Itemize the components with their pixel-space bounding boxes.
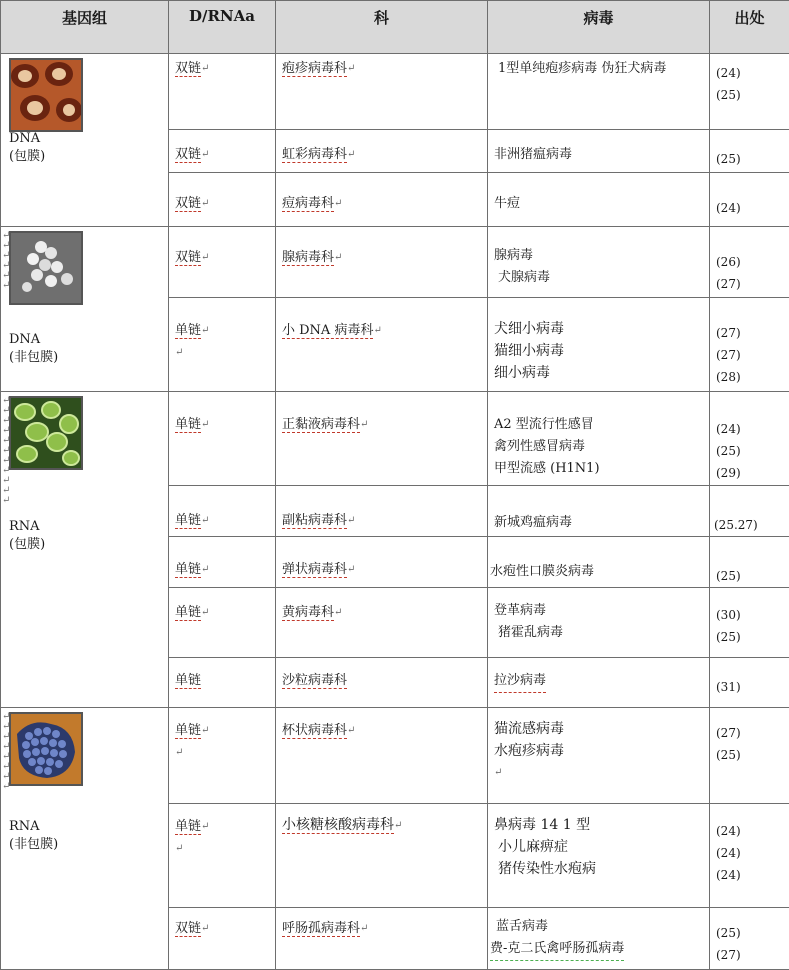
family-name: 正黏液病毒科 bbox=[282, 417, 360, 433]
table-row: 单链↵ ↵ 小核糖核酸病毒科↵ 鼻病毒 14 1 型 小儿麻痹症 猪传染性水疱病 (24) (24) (24) bbox=[1, 804, 789, 908]
virus-name: 禽列性感冒病毒 bbox=[494, 436, 709, 458]
table-row: 单链↵ 副粘病毒科↵ 新城鸡瘟病毒 (25.27) bbox=[1, 486, 789, 537]
table-row: DNA (包膜) 双链↵ 疱疹病毒科↵ 1型单纯疱疹病毒 伪狂犬病毒 (24) (25) bbox=[1, 54, 789, 130]
family-name: 疱疹病毒科 bbox=[282, 61, 347, 77]
header-source: 出处 bbox=[710, 1, 789, 54]
virus-name: 甲型流感 (H1N1) bbox=[494, 458, 709, 480]
table-row: 双链↵ 痘病毒科↵ 牛痘 (24) bbox=[1, 173, 789, 227]
reference: (25) bbox=[716, 440, 789, 462]
header-virus: 病毒 bbox=[488, 1, 710, 54]
reference: (28) bbox=[716, 366, 789, 388]
reference: (25) bbox=[716, 565, 789, 587]
strand-label: 双链 bbox=[175, 921, 201, 937]
virus-name: 拉沙病毒 bbox=[494, 670, 546, 693]
family-name: 呼肠孤病毒科 bbox=[282, 921, 360, 937]
table-row: 单链↵ 弹状病毒科↵ 水疱性口膜炎病毒 (25) bbox=[1, 537, 789, 588]
strand-label: 单链 bbox=[175, 323, 201, 339]
strand-label: 双链 bbox=[175, 196, 201, 212]
strand-label: 双链 bbox=[175, 61, 201, 77]
genome-cell-rna-nonenveloped: ↵ ↵ ↵ ↵ ↵ ↵ ↵ ↵ RNA (非包膜) bbox=[1, 708, 169, 970]
strand-label: 单链 bbox=[175, 562, 201, 578]
header-genome: 基因组 bbox=[1, 1, 169, 54]
family-name: 副粘病毒科 bbox=[282, 513, 347, 529]
genome-type: DNA bbox=[9, 130, 45, 148]
reference: (27) bbox=[716, 344, 789, 366]
reference: (25) bbox=[716, 84, 789, 106]
header-row bbox=[1, 1, 789, 54]
table-row: 单链↵ ↵ 小 DNA 病毒科↵ 犬细小病毒 猫细小病毒 细小病毒 (27) (27) (28) bbox=[1, 298, 789, 392]
strand-label: 单链 bbox=[175, 605, 201, 621]
reference: (26) bbox=[716, 251, 789, 273]
virus-name: 登革病毒 bbox=[494, 600, 709, 622]
table-row: ↵ ↵ ↵ ↵ ↵ ↵ DNA (非包膜) 双链↵ 腺病毒科↵ 腺病毒 犬腺病毒 (26) (27) bbox=[1, 227, 789, 298]
virus-name: 费-克二氏禽呼肠孤病毒 bbox=[490, 938, 624, 961]
influenza-virus-image bbox=[9, 396, 83, 470]
family-name: 虹彩病毒科 bbox=[282, 147, 347, 163]
genome-cell-rna-enveloped: ↵ ↵ ↵ ↵ ↵ ↵ ↵ ↵ ↵ ↵ ↵ RNA (包膜) bbox=[1, 392, 169, 708]
genome-cell-dna-enveloped bbox=[1, 54, 169, 227]
virus-name: 猪霍乱病毒 bbox=[494, 622, 709, 644]
reference: (27) bbox=[716, 322, 789, 344]
genome-envelope: (非包膜) bbox=[9, 836, 58, 854]
genome-type: RNA bbox=[9, 818, 58, 836]
table-row: 双链↵ 呼肠孤病毒科↵ 蓝舌病毒 费-克二氏禽呼肠孤病毒 (25) (27) bbox=[1, 908, 789, 970]
herpesvirus-image bbox=[9, 58, 83, 132]
reference: (25.27) bbox=[714, 514, 789, 536]
reference: (27) bbox=[716, 273, 789, 295]
virus-name: 新城鸡瘟病毒 bbox=[494, 512, 709, 534]
virus-name: 犬细小病毒 bbox=[494, 318, 709, 340]
reference: (27) bbox=[716, 944, 789, 966]
virus-name: 非洲猪瘟病毒 bbox=[494, 144, 709, 166]
strand-label: 双链 bbox=[175, 250, 201, 266]
virus-name: 牛痘 bbox=[494, 193, 709, 215]
reference: (29) bbox=[716, 462, 789, 484]
genome-type: RNA bbox=[9, 518, 45, 536]
family-name: 杯状病毒科 bbox=[282, 723, 347, 739]
family-name: 小核糖核酸病毒科 bbox=[282, 817, 394, 834]
genome-envelope: (包膜) bbox=[9, 536, 45, 554]
virus-name: 水疱性口膜炎病毒 bbox=[490, 561, 709, 583]
reference: (31) bbox=[716, 676, 789, 698]
reference: (24) bbox=[716, 418, 789, 440]
calicivirus-image bbox=[9, 712, 83, 786]
reference: (25) bbox=[716, 922, 789, 944]
virus-name: 细小病毒 bbox=[494, 362, 709, 384]
virus-name: A2 型流行性感冒 bbox=[494, 414, 709, 436]
reference: (24) bbox=[716, 842, 789, 864]
family-name: 痘病毒科 bbox=[282, 196, 334, 212]
strand-label: 单链 bbox=[175, 673, 201, 689]
strand-label: 双链 bbox=[175, 147, 201, 163]
virus-name: 猪传染性水疱病 bbox=[494, 858, 709, 880]
table-row: ↵ ↵ ↵ ↵ ↵ ↵ ↵ ↵ ↵ ↵ ↵ RNA (包膜) 单链↵ 正黏液病毒科↵ A2 型流行性感冒 禽列性感冒病毒 甲型流感 (H1N1) (24) (25) (29) bbox=[1, 392, 789, 486]
table-row: 双链↵ 虹彩病毒科↵ 非洲猪瘟病毒 (25) bbox=[1, 130, 789, 173]
genome-envelope: (包膜) bbox=[9, 148, 45, 166]
table-row: ↵ ↵ ↵ ↵ ↵ ↵ ↵ ↵ RNA (非包膜) 单链↵ ↵ 杯状病毒科↵ 猫流感病毒 水疱疹病毒 ↵ (27) (25) bbox=[1, 708, 789, 804]
virus-name: 猫细小病毒 bbox=[494, 340, 709, 362]
reference: (24) bbox=[716, 820, 789, 842]
virus-name: 蓝舌病毒 bbox=[490, 916, 709, 938]
reference: (27) bbox=[716, 722, 789, 744]
virus-name: 水疱疹病毒 bbox=[494, 740, 709, 762]
reference: (30) bbox=[716, 604, 789, 626]
header-strand: D/RNAa bbox=[169, 1, 276, 54]
reference: (25) bbox=[716, 626, 789, 648]
reference: (24) bbox=[716, 62, 789, 84]
genome-cell-dna-nonenveloped: ↵ ↵ ↵ ↵ ↵ ↵ DNA (非包膜) bbox=[1, 227, 169, 392]
virus-name: 小儿麻痹症 bbox=[494, 836, 709, 858]
reference: (24) bbox=[716, 197, 789, 219]
family-name: 黄病毒科 bbox=[282, 605, 334, 621]
virus-name: 犬腺病毒 bbox=[494, 267, 709, 289]
table-row: 单链↵ 黄病毒科↵ 登革病毒 猪霍乱病毒 (30) (25) bbox=[1, 588, 789, 658]
reference: (25) bbox=[716, 744, 789, 766]
adenovirus-image bbox=[9, 231, 83, 305]
virus-name: 鼻病毒 14 1 型 bbox=[494, 814, 709, 836]
genome-type: DNA bbox=[9, 331, 58, 349]
strand-label: 单链 bbox=[175, 417, 201, 433]
family-name: 小 DNA 病毒科 bbox=[282, 323, 373, 339]
virus-name: 猫流感病毒 bbox=[494, 718, 709, 740]
virus-name: 腺病毒 bbox=[494, 245, 709, 267]
family-name: 弹状病毒科 bbox=[282, 562, 347, 578]
strand-label: 单链 bbox=[175, 723, 201, 739]
reference: (24) bbox=[716, 864, 789, 886]
family-name: 腺病毒科 bbox=[282, 250, 334, 266]
family-name: 沙粒病毒科 bbox=[282, 673, 347, 689]
header-family: 科 bbox=[276, 1, 488, 54]
strand-label: 单链 bbox=[175, 513, 201, 529]
reference: (25) bbox=[716, 148, 789, 170]
virus-name: 1型单纯疱疹病毒 伪狂犬病毒 bbox=[498, 58, 709, 80]
genome-envelope: (非包膜) bbox=[9, 349, 58, 367]
strand-label: 单链 bbox=[175, 819, 201, 835]
